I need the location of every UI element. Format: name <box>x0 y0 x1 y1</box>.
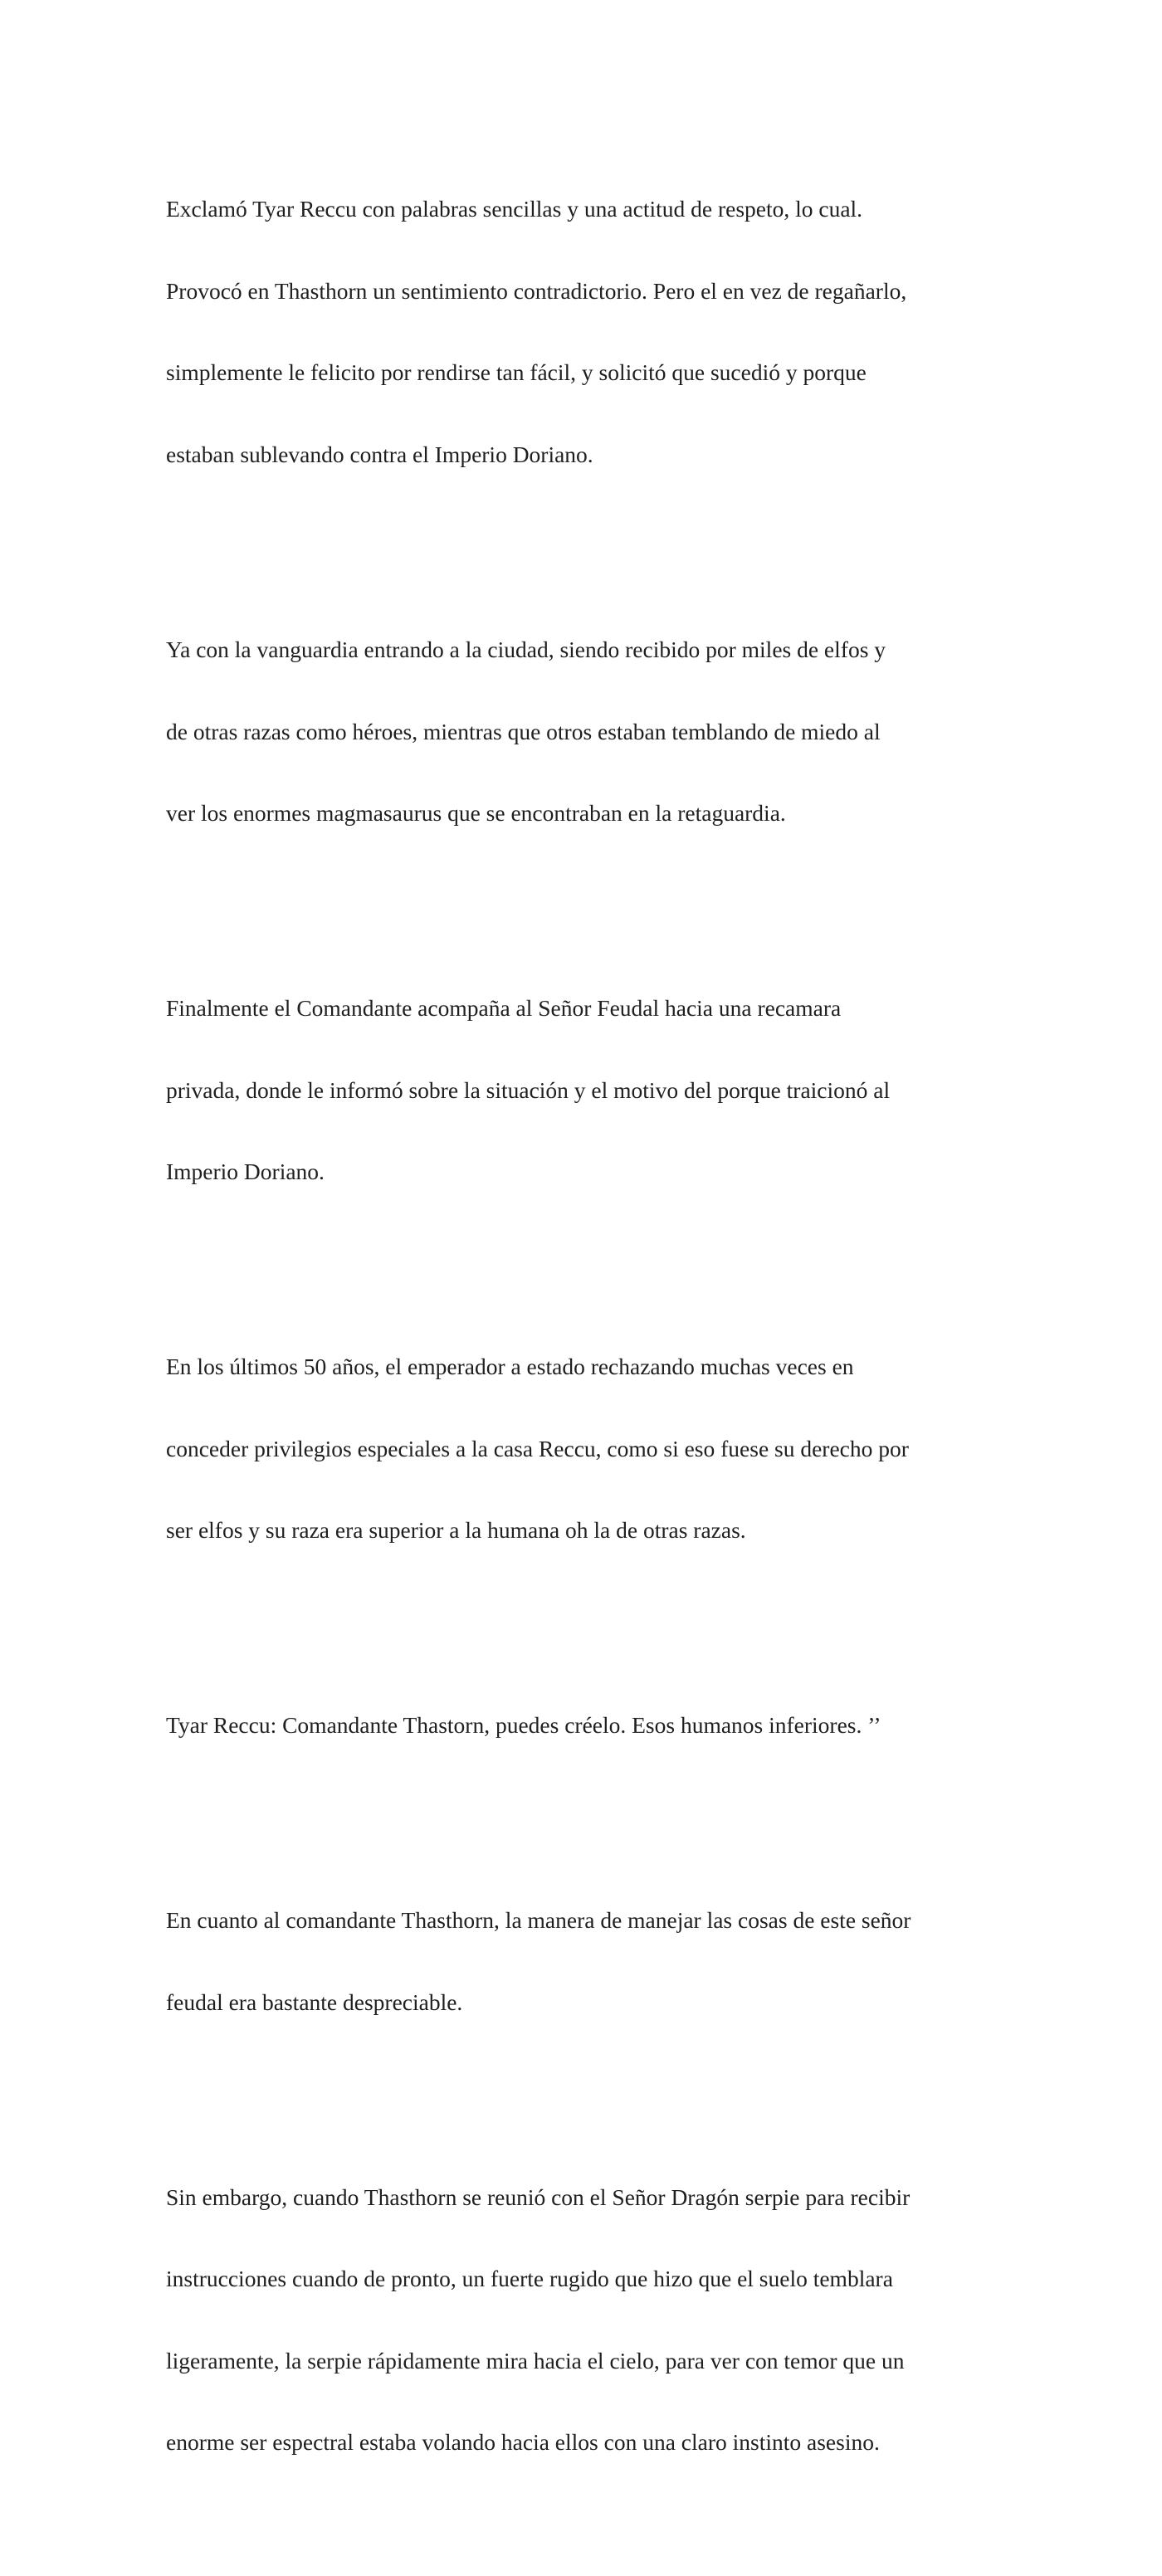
paragraph-line: Imperio Doriano. <box>166 1159 325 1185</box>
paragraph-line: feudal era bastante despreciable. <box>166 1988 463 2015</box>
paragraph-line: ser elfos y su raza era superior a la humana oh la de otras razas. <box>166 1517 746 1544</box>
paragraph-line: En cuanto al comandante Thasthorn, la manera de manejar las cosas de este señor <box>166 1907 911 1934</box>
paragraph-line: ligeramente, la serpie rápidamente mira hacia el cielo, para ver con temor que un <box>166 2347 905 2374</box>
paragraph-1 <box>166 148 1004 516</box>
paragraph-line: Finalmente el Comandante acompaña al Señor Feudal hacia una recamara <box>166 995 842 1022</box>
paragraph-line: Tyar Reccu: Comandante Thastorn, puedes créelo. Esos humanos inferiores. ’’ <box>166 1712 881 1739</box>
paragraph-3 <box>166 947 1004 1233</box>
paragraph-7 <box>166 2135 1004 2504</box>
paragraph-6 <box>166 1859 1004 2063</box>
paragraph-line: enorme ser espectral estaba volando hacia ellos con una claro instinto asesino. <box>166 2429 880 2456</box>
paragraph-line: privada, donde le informó sobre la situación y el motivo del porque traicionó al <box>166 1076 891 1103</box>
document-body <box>166 148 1004 2576</box>
paragraph-line: instrucciones cuando de pronto, un fuerte rugido que hizo que el suelo temblara <box>166 2266 893 2292</box>
paragraph-5 <box>166 1664 1004 1787</box>
paragraph-line: conceder privilegios especiales a la casa Reccu, como si eso fuese su derecho por <box>166 1435 909 1461</box>
paragraph-line: simplemente le felicito por rendirse tan fácil, y solicitó que sucedió y porque <box>166 359 867 386</box>
paragraph-line: ver los enormes magmasaurus que se encontraban en la retaguardia. <box>166 800 786 827</box>
paragraph-line: de otras razas como héroes, mientras que otros estaban temblando de miedo al <box>166 718 881 744</box>
paragraph-line: Exclamó Tyar Reccu con palabras sencillas y una actitud de respeto, lo cual. <box>166 196 863 222</box>
paragraph-line: Sin embargo, cuando Thasthorn se reunió con el Señor Dragón serpie para recibir <box>166 2183 911 2210</box>
paragraph-line: Ya con la vanguardia entrando a la ciudad, siendo recibido por miles de elfos y <box>166 636 886 662</box>
paragraph-4 <box>166 1305 1004 1592</box>
paragraph-line: estaban sublevando contra el Imperio Doriano. <box>166 442 593 468</box>
paragraph-2 <box>166 588 1004 875</box>
paragraph-line: Provocó en Thasthorn un sentimiento contradictorio. Pero el en vez de regañarlo, <box>166 277 907 304</box>
paragraph-line: En los últimos 50 años, el emperador a estado rechazando muchas veces en <box>166 1354 854 1380</box>
